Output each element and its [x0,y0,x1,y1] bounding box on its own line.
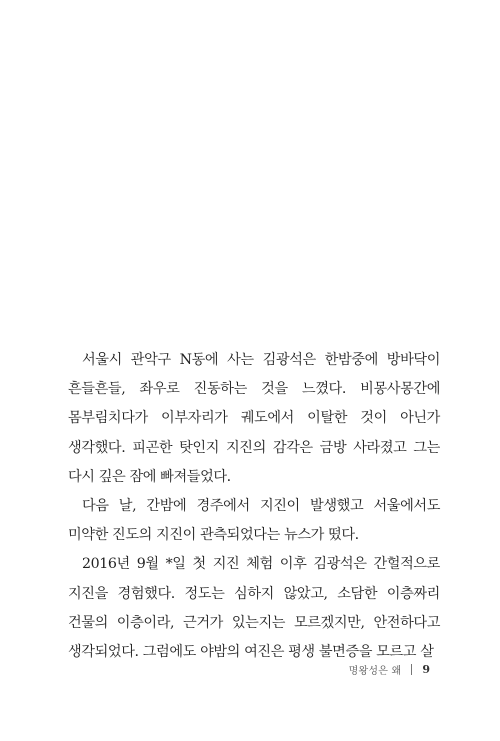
paragraph: 2016년 9월 *일 첫 지진 체험 이후 김광석은 간헐적으로 지진을 경험했다. 정도는 심하지 않았고, 소담한 이층짜리 건물의 이층이라, 근거가 있는지는 모르겠지만, 안전하다고 생각되었다. 그럼에도 야밤의 여진은 평생 불면증을 모르고 살 [68,556,440,661]
body-text [68,346,440,667]
paragraph: 다음 날, 간밤에 경주에서 지진이 발생했고 서울에서도 미약한 진도의 지진이 관측되었다는 뉴스가 떴다. [68,498,440,544]
paragraph: 서울시 관악구 N동에 사는 김광석은 한밤중에 방바닥이 흔들흔들, 좌우로 진동하는 것을 느꼈다. 비몽사몽간에 몸부림치다가 이부자리가 궤도에서 이탈한 것이 아닌가 생각했다. 피곤한 탓인지 지진의 감각은 금방 사라졌고 그는 다시 깊은 잠에 빠져들었다. [68,352,440,485]
running-head: 명왕성은 왜 [348,665,402,677]
page-number: 9 [422,662,430,676]
page-footer [349,661,430,677]
footer-divider [411,664,412,675]
